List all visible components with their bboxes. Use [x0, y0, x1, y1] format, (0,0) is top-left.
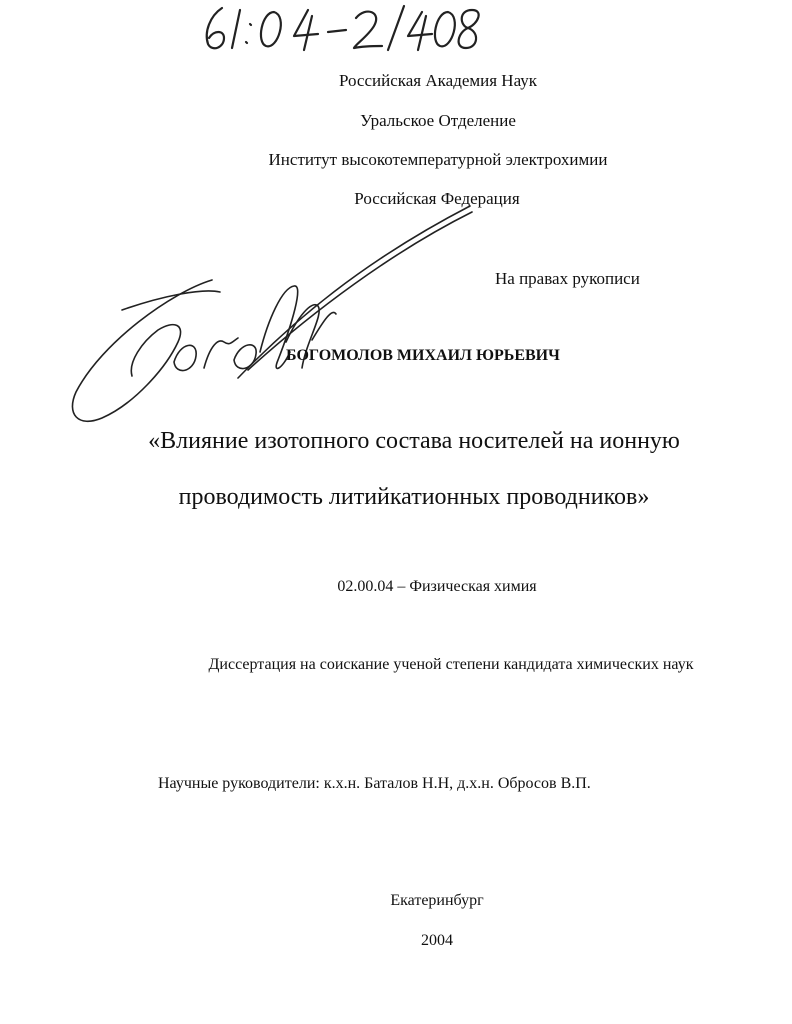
specialty-code: 02.00.04 – Физическая химия — [337, 578, 537, 595]
handwritten-archive-number — [196, 2, 486, 54]
dissertation-degree: Диссертация на соискание ученой степени кандидата химических наук — [208, 656, 694, 673]
manuscript-note: На правах рукописи — [495, 269, 640, 288]
institute-name: Институт высокотемпературной электрохимии — [268, 150, 608, 169]
city-name: Екатеринбург — [390, 892, 484, 909]
scientific-supervisors: Научные руководители: к.х.н. Баталов Н.Н, д.х.н. Обросов В.П. — [158, 775, 591, 792]
academy-name: Российская Академия Наук — [338, 71, 538, 90]
country-name: Российская Федерация — [354, 189, 520, 208]
year: 2004 — [421, 932, 453, 949]
dissertation-title-line-2: проводимость литийкатионных проводников» — [178, 484, 650, 510]
branch-name: Уральское Отделение — [360, 111, 516, 130]
dissertation-title-line-1: «Влияние изотопного состава носителей на ионную — [148, 428, 680, 454]
handwritten-signature — [62, 192, 482, 432]
author-name: БОГОМОЛОВ МИХАИЛ ЮРЬЕВИЧ — [286, 347, 560, 364]
